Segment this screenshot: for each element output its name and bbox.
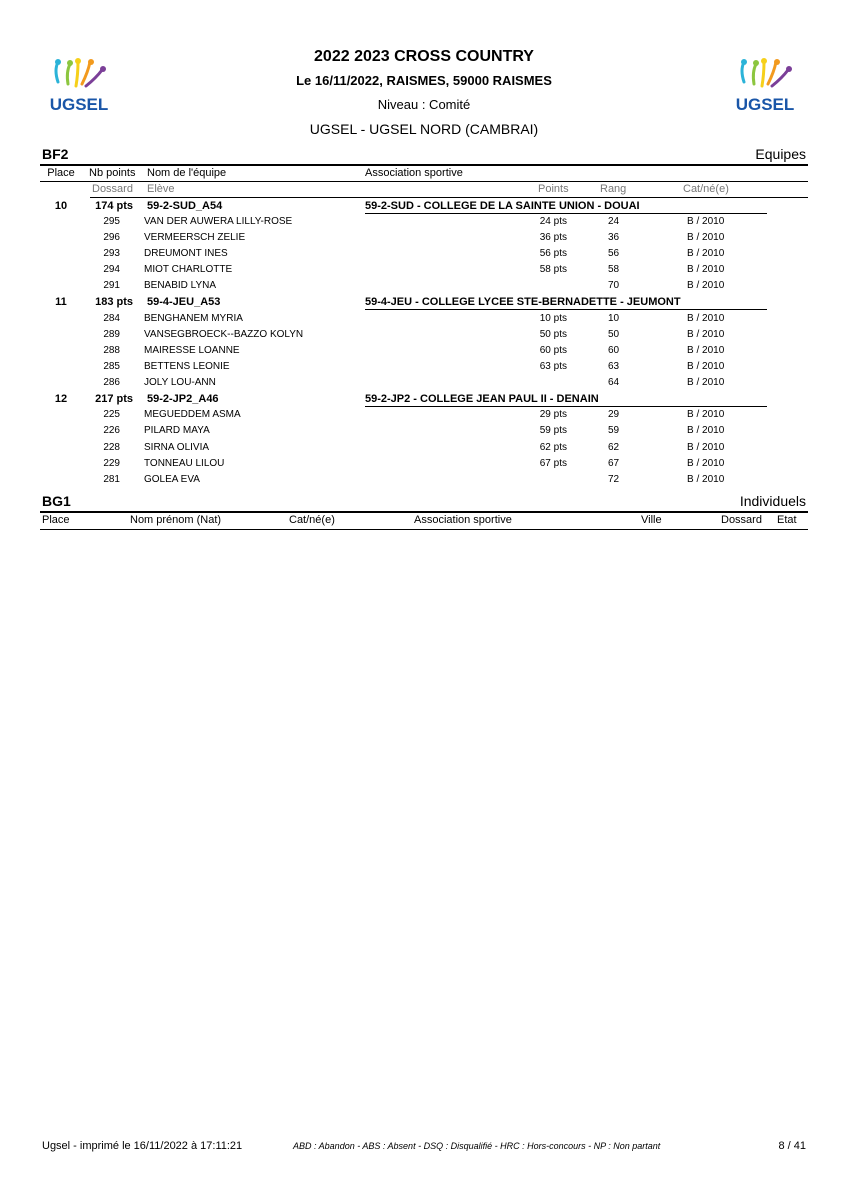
- section-bf2-name: BF2: [42, 146, 69, 162]
- member-bib: 288: [103, 345, 120, 356]
- member-cat: B / 2010: [687, 458, 725, 469]
- member-points: 50 pts: [539, 329, 567, 340]
- report-organizer: UGSEL - UGSEL NORD (CAMBRAI): [309, 121, 539, 137]
- header-place: Place: [47, 167, 75, 179]
- team-association-rule: [365, 213, 767, 214]
- member-rank: 67: [608, 458, 620, 469]
- member-bib: 286: [103, 377, 120, 388]
- member-cat: B / 2010: [687, 361, 725, 372]
- member-name: VANSEGBROECK--BAZZO KOLYN: [144, 329, 304, 340]
- header-association: Association sportive: [365, 167, 463, 179]
- member-rank: 36: [608, 232, 620, 243]
- member-cat: B / 2010: [687, 264, 725, 275]
- subheader-points: Points: [538, 183, 569, 195]
- member-rank: 56: [608, 248, 620, 259]
- member-name: VERMEERSCH ZELIE: [144, 232, 246, 243]
- member-bib: 228: [103, 442, 120, 453]
- team-points: 183 pts: [95, 296, 133, 308]
- section-bg1-kind: Individuels: [739, 493, 806, 509]
- section-bf2-rule: [40, 164, 808, 166]
- member-points: 10 pts: [539, 313, 567, 324]
- member-cat: B / 2010: [687, 409, 725, 420]
- member-cat: B / 2010: [687, 232, 725, 243]
- member-bib: 229: [103, 458, 120, 469]
- report-title: 2022 2023 CROSS COUNTRY: [314, 48, 534, 65]
- member-name: SIRNA OLIVIA: [144, 442, 210, 453]
- member-name: BETTENS LEONIE: [144, 361, 230, 372]
- team-association-rule: [365, 309, 767, 310]
- member-bib: 293: [103, 248, 120, 259]
- logo-text: UGSEL: [49, 95, 109, 114]
- bg1-header-city: Ville: [641, 514, 662, 526]
- member-cat: B / 2010: [687, 345, 725, 356]
- section-bg1-rule: [40, 511, 808, 513]
- member-cat: B / 2010: [687, 248, 725, 259]
- member-cat: B / 2010: [687, 377, 725, 388]
- member-cat: B / 2010: [687, 474, 725, 485]
- team-place: 12: [54, 393, 68, 405]
- member-bib: 226: [103, 425, 120, 436]
- member-name: GOLEA EVA: [144, 474, 200, 485]
- subheader-student: Elève: [147, 183, 175, 195]
- member-name: MIOT CHARLOTTE: [144, 264, 233, 275]
- member-bib: 296: [103, 232, 120, 243]
- team-association-rule: [365, 406, 767, 407]
- member-points: 29 pts: [539, 409, 567, 420]
- team-name: 59-2-SUD_A54: [147, 200, 223, 212]
- member-name: BENABID LYNA: [144, 280, 217, 291]
- bg1-header-state: Etat: [777, 514, 797, 526]
- member-rank: 58: [608, 264, 620, 275]
- member-bib: 225: [103, 409, 120, 420]
- team-association: 59-4-JEU - COLLEGE LYCEE STE-BERNADETTE - JEUMONT: [365, 296, 681, 308]
- footer-page: 8 / 41: [778, 1140, 806, 1152]
- member-name: BENGHANEM MYRIA: [144, 313, 243, 324]
- team-name: 59-4-JEU_A53: [147, 296, 221, 308]
- team-association: 59-2-SUD - COLLEGE DE LA SAINTE UNION - DOUAI: [365, 200, 640, 212]
- bg1-header-name: Nom prénom (Nat): [130, 514, 222, 526]
- member-rank: 72: [608, 474, 620, 485]
- member-cat: B / 2010: [687, 442, 725, 453]
- subheader-rank: Rang: [600, 183, 627, 195]
- subheader-cat: Cat/né(e): [683, 183, 729, 195]
- member-points: 67 pts: [539, 458, 567, 469]
- member-bib: 291: [103, 280, 120, 291]
- bg1-header-association: Association sportive: [414, 514, 512, 526]
- team-name: 59-2-JP2_A46: [147, 393, 219, 405]
- report-subtitle: Le 16/11/2022, RAISMES, 59000 RAISMES: [296, 73, 552, 88]
- member-rank: 10: [608, 313, 620, 324]
- team-place: 11: [55, 296, 67, 308]
- member-points: 58 pts: [539, 264, 567, 275]
- member-points: 36 pts: [539, 232, 567, 243]
- member-cat: B / 2010: [687, 313, 725, 324]
- member-name: DREUMONT INES: [144, 248, 228, 259]
- logo-text: UGSEL: [735, 95, 795, 114]
- member-bib: 294: [103, 264, 120, 275]
- header-team: Nom de l'équipe: [147, 167, 227, 179]
- team-place: 10: [54, 200, 68, 212]
- member-name: PILARD MAYA: [144, 425, 210, 436]
- footer-legend: ABD : Abandon - ABS : Absent - DSQ : Disqualifié - HRC : Hors-concours - NP : Non partant: [293, 1141, 661, 1151]
- footer-printed: Ugsel - imprimé le 16/11/2022 à 17:11:21: [42, 1140, 243, 1152]
- member-name: VAN DER AUWERA LILLY-ROSE: [144, 216, 293, 227]
- member-rank: 63: [608, 361, 620, 372]
- member-rank: 50: [608, 329, 620, 340]
- member-cat: B / 2010: [687, 425, 725, 436]
- header-rule: [40, 181, 808, 182]
- subheader-bib: Dossard: [92, 183, 133, 195]
- header-points: Nb points: [89, 167, 136, 179]
- member-name: MEGUEDDEM ASMA: [144, 409, 241, 420]
- bg1-header-place: Place: [42, 514, 70, 526]
- member-points: 62 pts: [539, 442, 567, 453]
- member-rank: 59: [608, 425, 620, 436]
- section-bf2-kind: Equipes: [755, 146, 806, 162]
- report-level: Niveau : Comité: [377, 97, 471, 112]
- member-points: 59 pts: [539, 425, 567, 436]
- bg1-header-bib: Dossard: [721, 514, 762, 526]
- member-points: 63 pts: [539, 361, 567, 372]
- member-cat: B / 2010: [687, 329, 725, 340]
- member-rank: 64: [608, 377, 620, 388]
- team-points: 174 pts: [95, 200, 133, 212]
- member-rank: 29: [608, 409, 620, 420]
- member-name: TONNEAU LILOU: [144, 458, 225, 469]
- member-bib: 289: [103, 329, 120, 340]
- member-rank: 60: [608, 345, 620, 356]
- team-points: 217 pts: [95, 393, 133, 405]
- member-cat: B / 2010: [687, 280, 725, 291]
- member-bib: 281: [103, 474, 120, 485]
- member-name: JOLY LOU-ANN: [144, 377, 216, 388]
- member-bib: 284: [103, 313, 120, 324]
- member-name: MAIRESSE LOANNE: [144, 345, 240, 356]
- bg1-header-cat: Cat/né(e): [289, 514, 335, 526]
- member-points: 56 pts: [539, 248, 567, 259]
- member-bib: 295: [103, 216, 120, 227]
- member-rank: 62: [608, 442, 620, 453]
- bg1-header-rule: [40, 529, 808, 530]
- member-bib: 285: [103, 361, 120, 372]
- member-points: 24 pts: [539, 216, 567, 227]
- section-bg1-name: BG1: [42, 493, 71, 509]
- member-cat: B / 2010: [687, 216, 725, 227]
- team-association: 59-2-JP2 - COLLEGE JEAN PAUL II - DENAIN: [365, 393, 599, 405]
- member-points: 60 pts: [539, 345, 567, 356]
- member-rank: 70: [608, 280, 620, 291]
- member-rank: 24: [608, 216, 620, 227]
- subheader-rule: [90, 197, 808, 198]
